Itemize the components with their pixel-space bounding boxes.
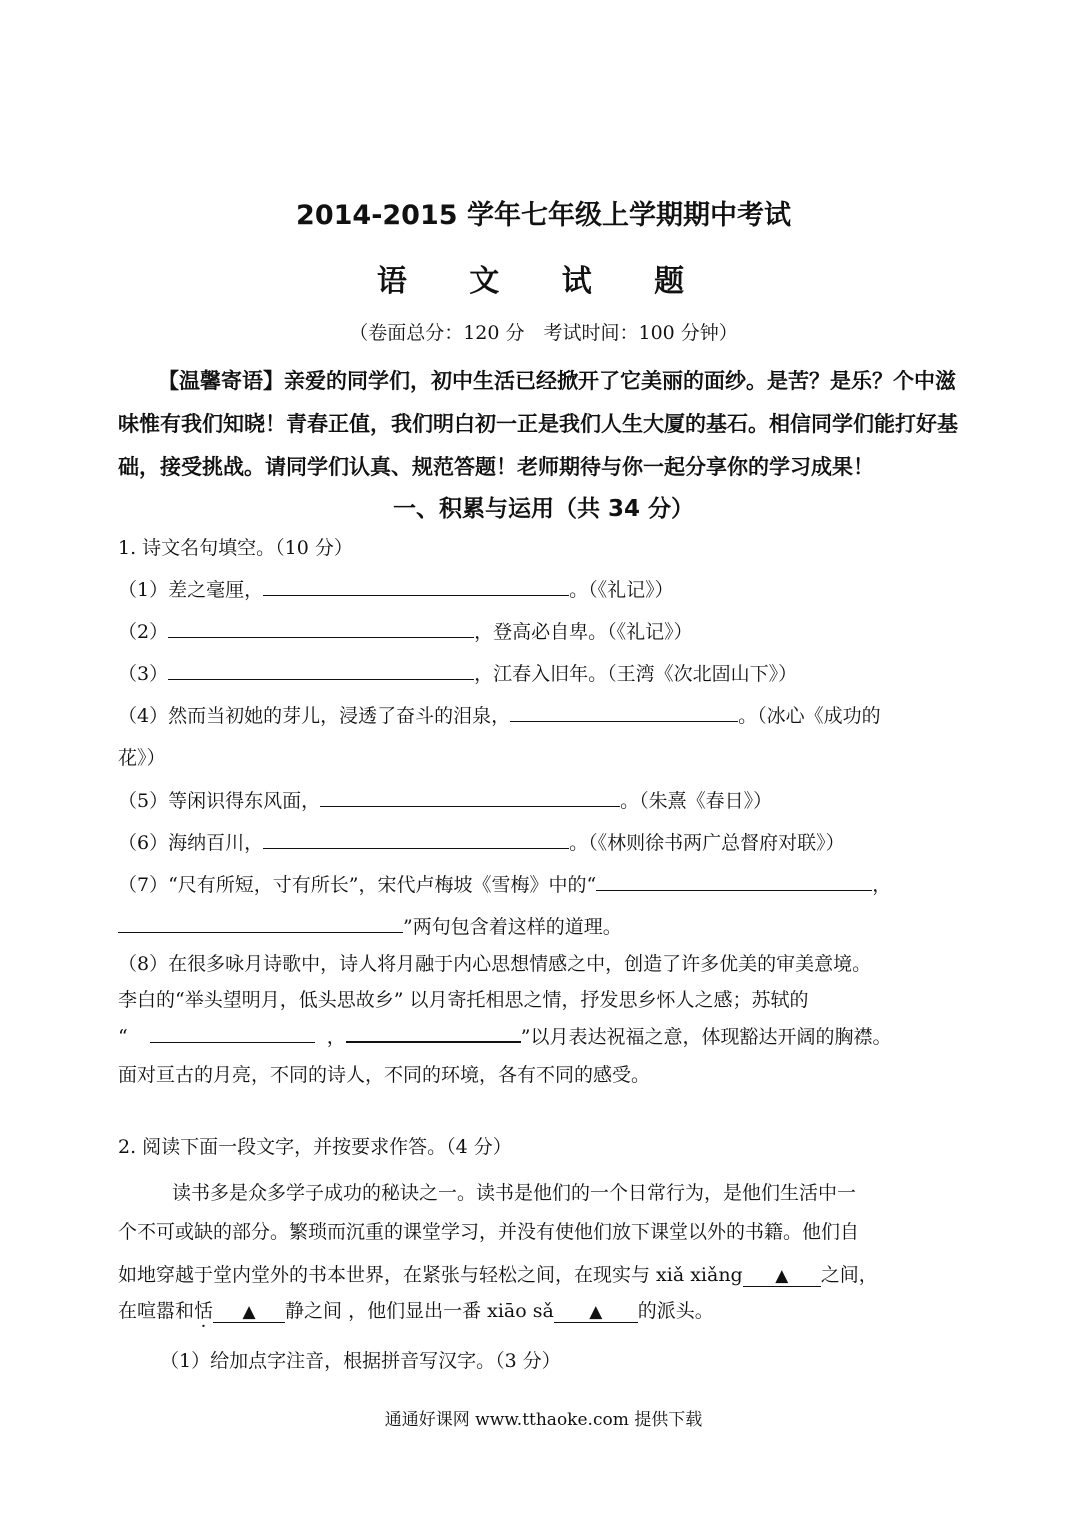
greeting-text: 【温馨寄语】亲爱的同学们，初中生活已经掀开了它美丽的面纱。是苦？是乐？个中滋味惟有我们知晓！青春正值，我们明白初一正是我们人生大厦的基石。相信同学们能打好基础，接受挑战。请同学们认真、规范答题！老师期待与你一起分享你的学习成果！ [118, 369, 958, 479]
q2-passage-line3: 如地穿越于堂内堂外的书本世界，在紧张与轻松之间，在现实与 xiǎ xiǎng ▲ 之间， [118, 1264, 878, 1286]
q1-item-7-cont: ”两句包含着这样的道理。 [118, 914, 978, 940]
answer-blank[interactable] [168, 661, 474, 680]
q1-item-8-line3: “ ， ”以月表达祝福之意，体现豁达开阔的胸襟。 [118, 1023, 978, 1050]
answer-blank[interactable] [263, 830, 569, 849]
pinyin-blank-1[interactable]: ▲ [743, 1266, 821, 1287]
q1-item-5: （5）等闲识得东风面， 。（朱熹《春日》） [118, 790, 773, 812]
answer-blank[interactable] [510, 703, 738, 722]
question-2-title: 2. 阅读下面一段文字，并按要求作答。（4 分） [118, 1136, 512, 1158]
q2-passage-line2: 个不可或缺的部分。繁琐而沉重的课堂学习，并没有使他们放下课堂以外的书籍。他们自 [118, 1221, 860, 1243]
dotted-character: 恬 [194, 1300, 214, 1322]
answer-blank[interactable] [168, 619, 474, 638]
pinyin-blank-3[interactable]: ▲ [554, 1302, 638, 1323]
q1-item-7: （7）“尺有所短，寸有所长”，宋代卢梅坡《雪梅》中的“ ， [118, 874, 892, 896]
q1-item-8-line4: 面对亘古的月亮，不同的诗人，不同的环境，各有不同的感受。 [118, 1064, 651, 1086]
q2-subquestion-1: （1）给加点字注音，根据拼音写汉字。（3 分） [160, 1350, 561, 1372]
subject-title: 语 文 试 题 [376, 264, 711, 299]
q1-item-8-line2: 李白的“举头望明月，低头思故乡” 以月寄托相思之情，抒发思乡怀人之感；苏轼的 [118, 989, 809, 1011]
q1-item-1: （1）差之毫厘， 。（《礼记》） [118, 579, 674, 601]
q1-item-6: （6）海纳百川， 。（《林则徐书两广总督府对联》） [118, 832, 845, 854]
answer-blank[interactable] [263, 577, 569, 596]
answer-blank[interactable] [118, 914, 403, 933]
q1-item-2: （2） ，登高必自卑。（《礼记》） [118, 621, 693, 643]
answer-blank[interactable] [320, 788, 620, 807]
q2-passage-line4: 在喧嚣和恬 ▲ 静之间 ，他们显出一番 xiāo sǎ ▲ 的派头。 [118, 1300, 714, 1322]
q2-passage-line1: 读书多是众多学子成功的秘诀之一。读书是他们的一个日常行为，是他们生活中一 [172, 1182, 857, 1204]
q1-item-4: （4）然而当初她的芽儿，浸透了奋斗的泪泉， 。（冰心《成功的 [118, 705, 881, 727]
exam-title: 2014-2015 学年七年级上学期期中考试 [296, 200, 791, 231]
q1-item-3: （3） ，江春入旧年。（王湾《次北固山下》） [118, 663, 798, 685]
exam-meta: （卷面总分：120 分 考试时间：100 分钟） [349, 322, 738, 344]
page-footer: 通通好课网 www.tthaoke.com 提供下载 [384, 1410, 703, 1430]
q1-item-8-line1: （8）在很多咏月诗歌中，诗人将月融于内心思想情感之中，创造了许多优美的审美意境。 [118, 953, 872, 975]
answer-blank[interactable] [346, 1023, 521, 1043]
answer-blank[interactable] [150, 1024, 315, 1043]
question-1-title: 1. 诗文名句填空。（10 分） [118, 537, 353, 559]
answer-blank[interactable] [596, 872, 872, 891]
section-title: 一、积累与运用（共 34 分） [392, 496, 695, 522]
pinyin-blank-2[interactable]: ▲ [213, 1302, 285, 1323]
q1-item-4-cont: 花》） [118, 747, 166, 769]
greeting-paragraph [118, 360, 973, 489]
